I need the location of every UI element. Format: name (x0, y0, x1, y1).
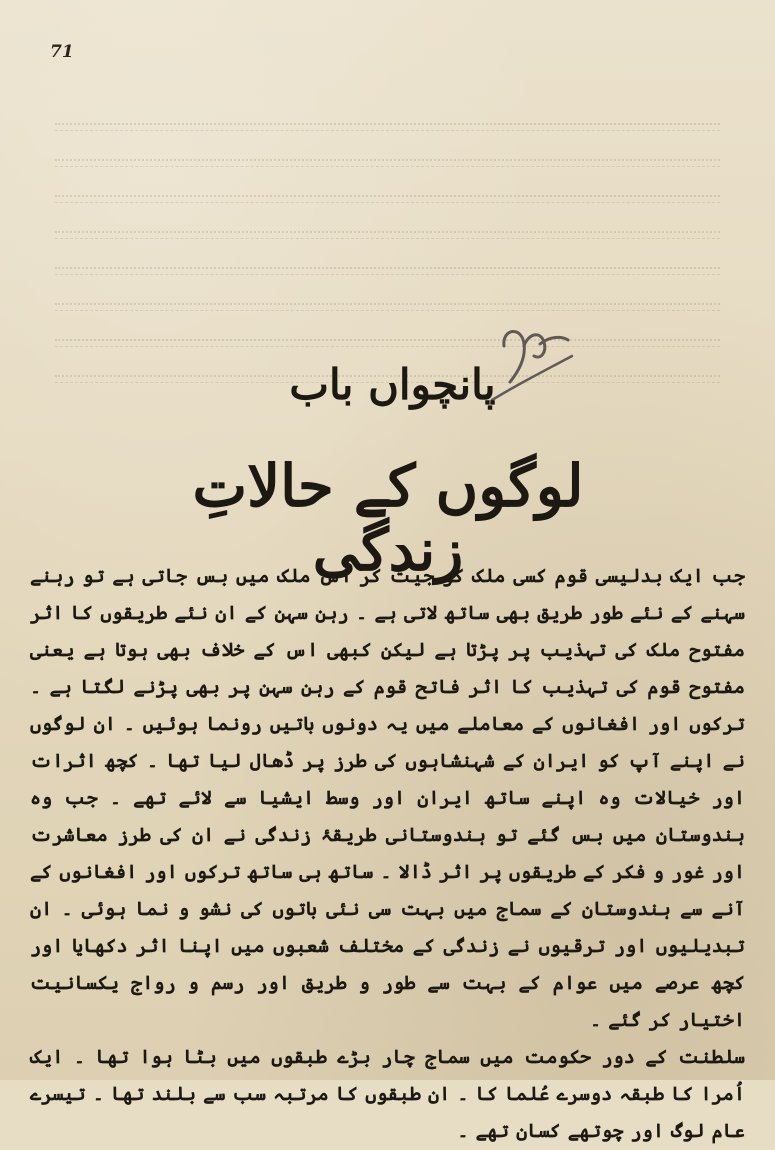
bleed-line (55, 159, 720, 167)
page-number: 71 (50, 42, 74, 62)
chapter-heading: پانچواں باب (289, 360, 496, 409)
chapter-title: لوگوں کے حالاتِ زندگی (192, 452, 584, 584)
paragraph: سلطنت کے دور حکومت میں سماج چار بڑے طبقوں میں بٹا ہوا تھا ۔ ایک اُمرا کا طبقہ دوسرے عُلما کا ۔ ان طبقوں کا مرتبہ سب سے بلند تھا ۔ تیسرے عام لوگ اور چوتھے کسان تھے ۔ (29, 1046, 745, 1142)
bleed-line (55, 231, 720, 239)
bleed-line (55, 123, 720, 131)
bleed-line (55, 303, 720, 311)
bleed-line (55, 195, 720, 203)
paragraph: جب ایک بدلیسی قوم کسی ملک کو جیت کر اس ملک میں بس جاتی ہے تو رہنے سہنے کے نئے طور طریق بھی ساتھ لاتی ہے ۔ رہن سہن کے ان نئے طریقوں کا اثر مفتوح ملک کی تہذیب پر پڑتا ہے لیکن کبھی اس کے خلاف بھی ہوتا ہے یعنی مفتوح قوم کی تہذیب کا اثر فاتح قوم کے رہن سہن پر بھی پڑنے لگتا ہے ۔ ترکوں اور افغانوں کے معاملے میں یہ دونوں باتیں رونما ہوئیں ۔ ان لوگوں نے اپنے آپ کو ایران کے شہنشاہوں کی طرز پر ڈھال لیا تھا ۔ کچھ اثرات اور خیالات وہ اپنے ساتھ ایران اور وسط ایشیا سے لائے تھے ۔ جب وہ ہندوستان میں بس گئے تو ہندوستانی طریقۂ زندگی نے ان کی طرز معاشرت اور غور و فکر کے طریقوں پر اثر ڈالا ۔ ساتھ ہی ساتھ ترکوں اور افغانوں کے آنے سے ہندوستان کے سماج میں بہت سی نئی باتوں کی نشو و نما ہوئی ۔ ان تبدیلیوں اور ترقیوں نے زندگی کے مختلف شعبوں میں اپنا اثر دکھایا اور کچھ عرصے میں عوام کے بہت سے طور و طریق اور رسم و رواج یکسانیت اختیار کر گئے ۔ (29, 565, 745, 1031)
bleed-line (55, 339, 720, 347)
bleed-line (55, 267, 720, 275)
bleed-through-text (55, 95, 720, 395)
body-text (30, 558, 745, 1150)
